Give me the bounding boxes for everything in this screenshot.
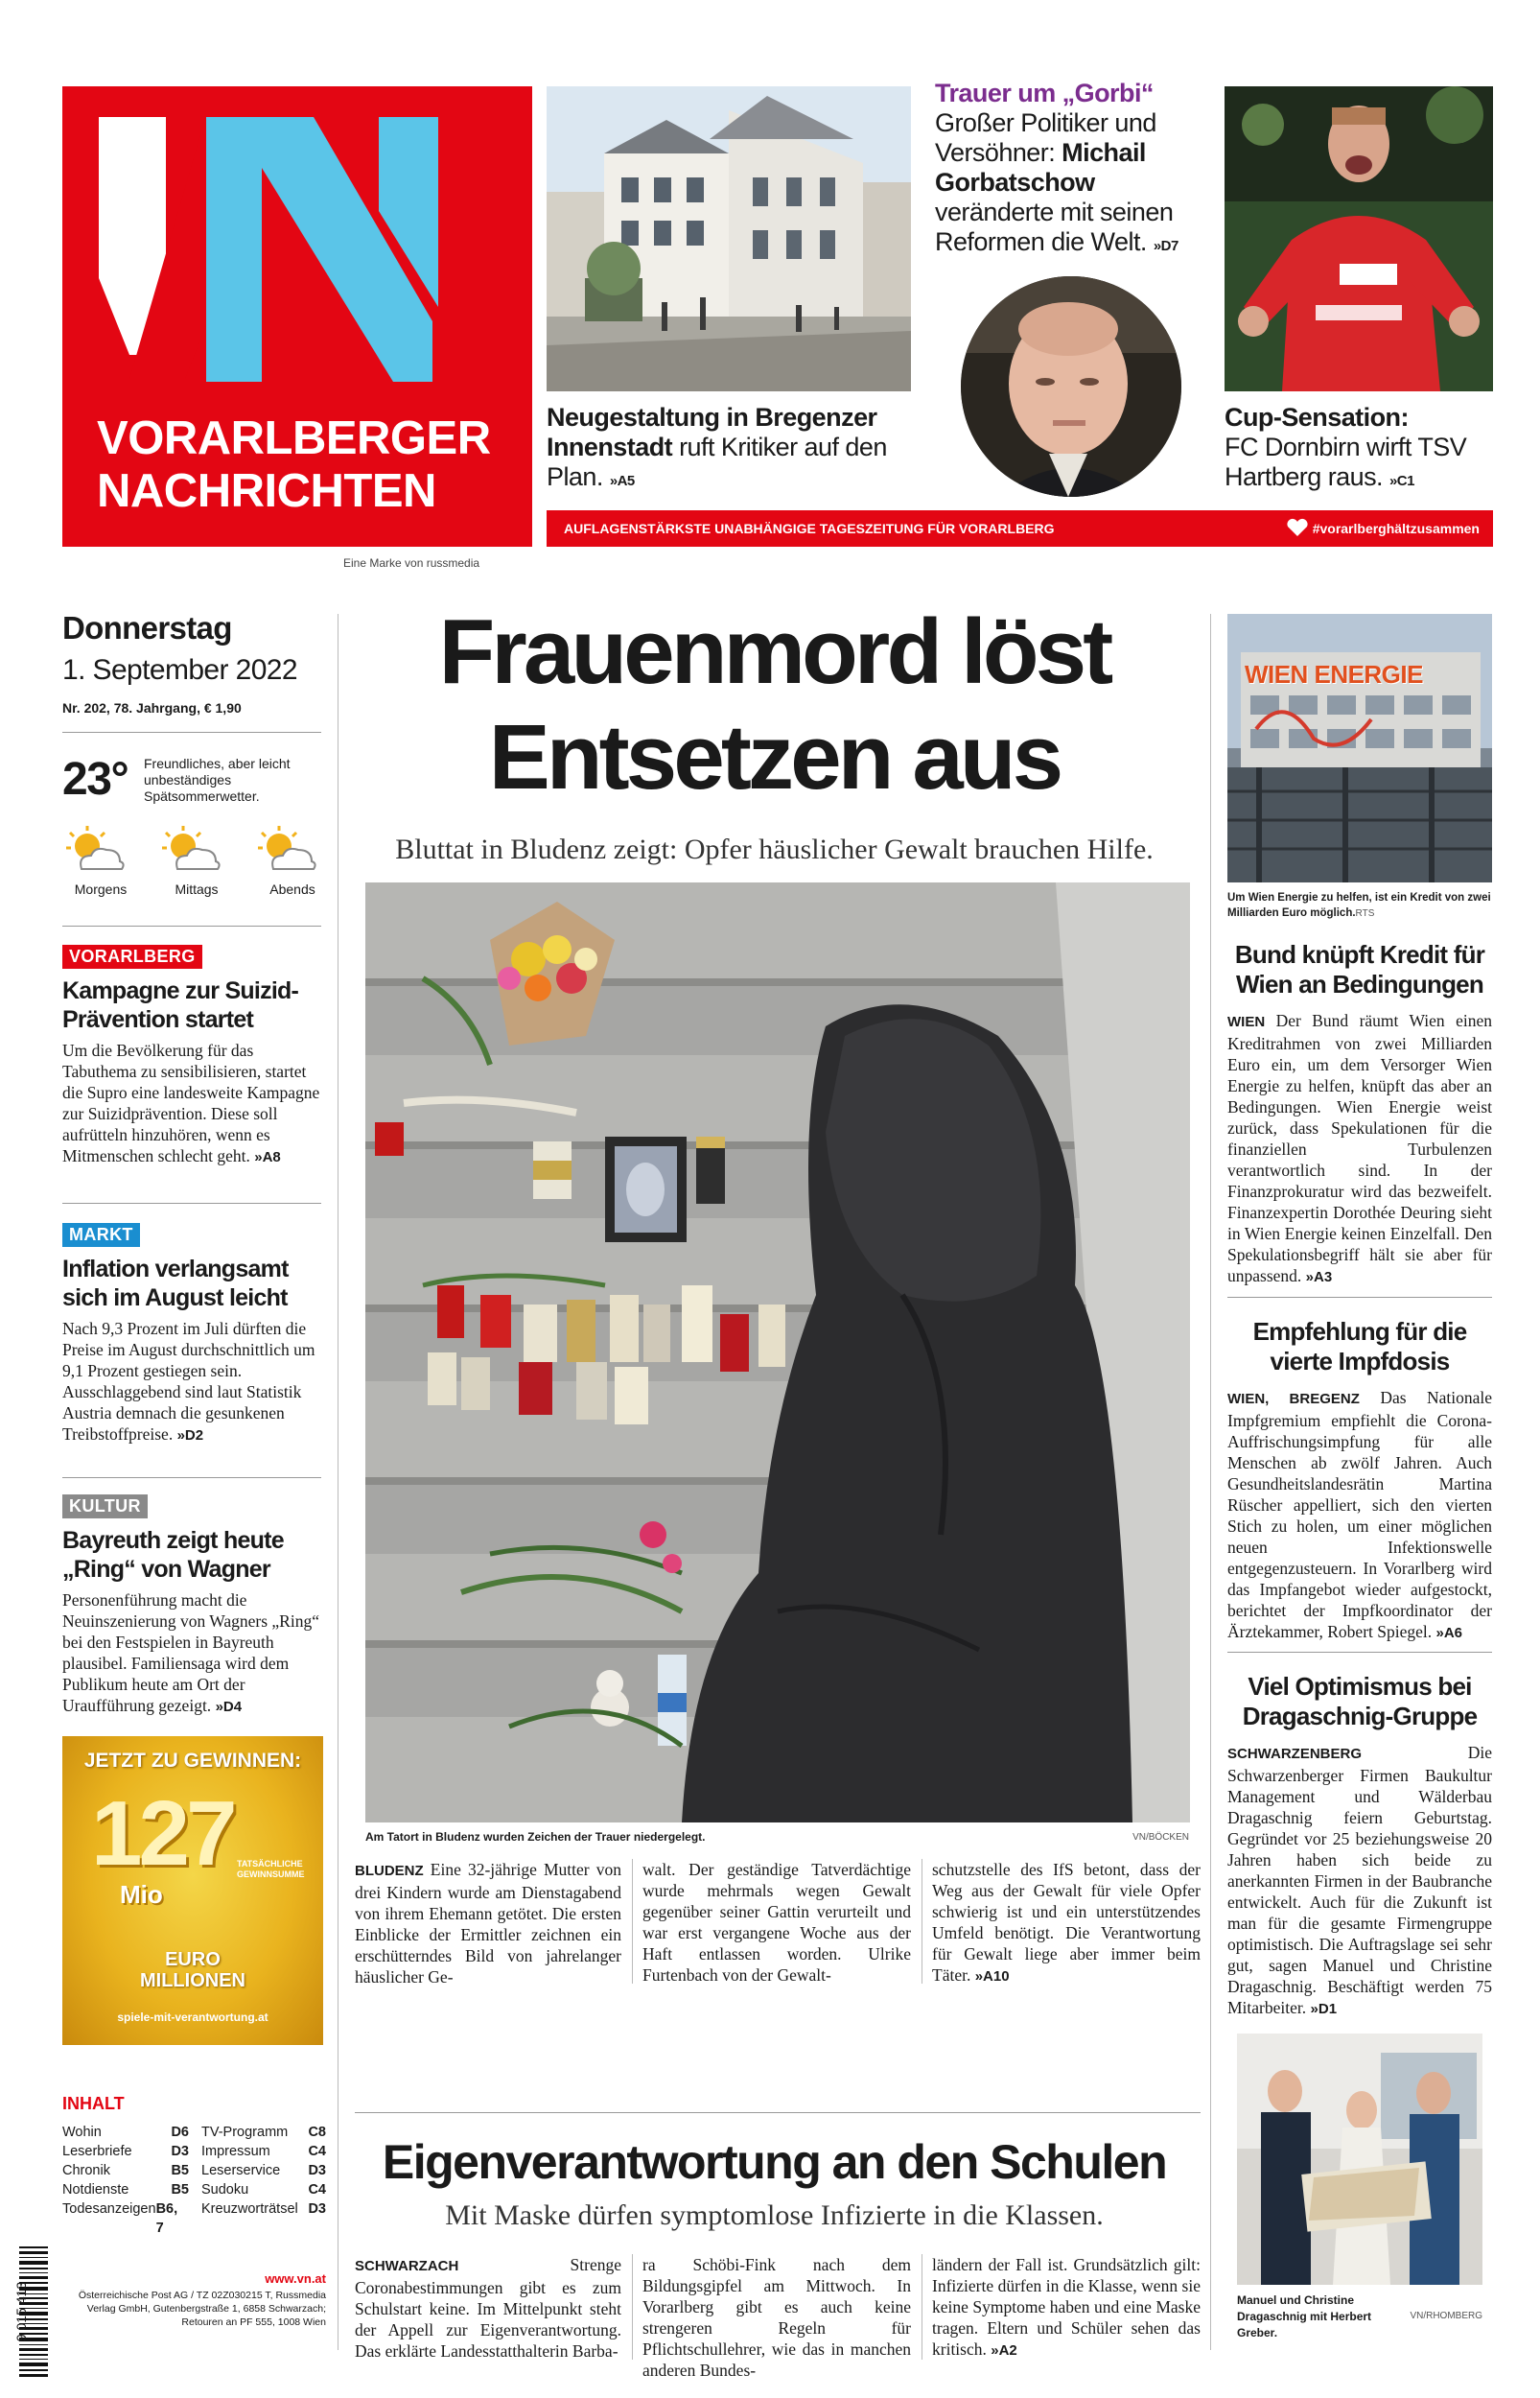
- rule-weather: [62, 926, 321, 927]
- inhalt-row[interactable]: [62, 2199, 189, 2238]
- lead-col3-text: schutzstelle des IfS betont, dass der Weg aus der Gewalt für viele Opfer schwierig ist und ein unterstützendes Umfeld benötigt. Die Verantwortung für Gewalt liege aber immer beim Täter.: [932, 1860, 1201, 1985]
- teaser-gorbi-kicker: Trauer um „Gorbi“: [935, 79, 1154, 107]
- inhalt-label: Impressum: [201, 2144, 270, 2159]
- inhalt-left: [62, 2123, 189, 2238]
- teaser-gorbi-bold: Michail Gorbatschow: [935, 138, 1146, 197]
- teaser-football[interactable]: [1225, 403, 1503, 496]
- lead-subhead: Bluttat in Bludenz zeigt: Opfer häuslicher Gewalt brauchen Hilfe.: [395, 834, 1154, 865]
- inhalt-label: TV-Programm: [201, 2125, 289, 2140]
- photo-dragaschnig: [1237, 2034, 1482, 2285]
- kicker-kultur: KULTUR: [62, 1494, 148, 1518]
- inhalt-row[interactable]: [62, 2161, 189, 2180]
- sun-cloud-icon: [62, 823, 129, 877]
- body-suizid: [62, 1040, 321, 1168]
- ad-note: TATSÄCHLICHE GEWINNSUMME: [237, 1859, 305, 1879]
- barcode-number: 9 015 413: [13, 2281, 29, 2342]
- ref-impfdosis: »A6: [1435, 1625, 1463, 1641]
- body-impfdosis-text: Das Nationale Impfgremium empfiehlt die Corona-Auffrischungsimpfung für alle Menschen ab zwölf Jahren. Auch Gesundheitslandesrätin Martina Rüscher appelliert, sich den vierten Stich zu holen, um einer möglichen neuen Infektionswelle entgegenzusteuern. In Vorarlberg wird das Impfangebot wieder aufgestockt, berichtet der Impfkoordinator der Ärztekammer, Robert Spiegel.: [1227, 1388, 1492, 1641]
- dragaschnig-caption: Manuel und Christine Dragaschnig mit Herbert Greber.: [1237, 2293, 1372, 2339]
- hashtag: [1286, 510, 1480, 547]
- vn-logo-icon: [62, 86, 532, 403]
- inhalt-row[interactable]: [201, 2142, 326, 2161]
- sun-cloud-icon: [158, 823, 225, 877]
- body-inflation-text: Nach 9,3 Prozent im Juli dürften die Preise im August durchschnittlich um 9,1 Prozent gestiegen sein. Ausschlaggebend sind laut Statistik Austria demnach die gesunkenen Treibstoffpreise.: [62, 1319, 315, 1444]
- inhalt-row[interactable]: [201, 2199, 326, 2219]
- inhalt-page: C4: [308, 2182, 326, 2198]
- lead-credit: VN/BÖCKEN: [1132, 1832, 1189, 1843]
- second-col2: ra Schöbi-Fink nach dem Bildungsgipfel am Mittwoch. In Vorarlberg gibt es auch keine strengeren Regeln für Pflichtschullehrer, wie das in manchen anderen Bundes-: [642, 2255, 911, 2380]
- teaser-bregenz-text: ruft Kritiker auf den Plan.: [547, 433, 887, 491]
- headline-suizid: Kampagne zur Suizid-Prävention startet: [62, 977, 299, 1033]
- wien-energie-caption: [1227, 890, 1492, 922]
- teaser-photo-football: [1225, 86, 1493, 391]
- inhalt-page: B5: [171, 2163, 189, 2178]
- masthead-name-line2: NACHRICHTEN: [97, 465, 436, 517]
- ad-brand2: MILLIONEN: [140, 1970, 245, 1991]
- location-wien: WIEN: [1227, 1014, 1266, 1030]
- inhalt-label: Wohin: [62, 2125, 102, 2140]
- ad-brand1: EURO: [165, 1949, 221, 1970]
- inhalt-row[interactable]: [201, 2161, 326, 2180]
- second-col3-text: ländern der Fall ist. Grundsätzlich gilt: Infizierte dürfen in die Klasse, wenn sie keine Symptome haben und eine Maske tragen. Eltern und Schüler sehen das kritisch.: [932, 2255, 1201, 2359]
- second-subhead: Mit Maske dürfen symptomlose Infizierte in die Klassen.: [445, 2199, 1104, 2231]
- teaser-gorbi-text1: Großer Politiker und Versöhner:: [935, 108, 1156, 167]
- inhalt-row[interactable]: [201, 2180, 326, 2199]
- teaser-gorbi[interactable]: [935, 79, 1194, 261]
- weather-label-noon: Mittags: [175, 882, 219, 897]
- inhalt-label: Kreuzworträtsel: [201, 2201, 298, 2217]
- lead-col1-text: Eine 32-jährige Mutter von drei Kindern wurde am Dienstagabend von ihrem Ehemann getötet. Die ersten Einblicke der Ermittler zeichnen ein erschütterndes Bild von jahrelanger häuslicher Ge-: [355, 1860, 621, 1987]
- inhalt-row[interactable]: [62, 2123, 189, 2142]
- teaser-football-ref: »C1: [1388, 473, 1414, 489]
- barcode: [4, 2245, 48, 2379]
- divider-lead-col-1: [632, 1859, 633, 1984]
- photo-wien-energie: [1227, 614, 1492, 882]
- lead-col1: [355, 1859, 621, 1987]
- lead-col2: walt. Der geständige Tatverdächtige wurde mehrmals wegen Gewalt gegenüber seiner Gattin verurteilt und war erst vergangene Woche aus der Haft entlassen worden. Ulrike Furtenbach von der Gewalt-: [642, 1860, 911, 1985]
- date-weekday: Donnerstag: [62, 610, 232, 646]
- wien-energie-credit: RTS: [1355, 908, 1375, 919]
- second-headline: Eigenverantwortung an den Schulen: [382, 2135, 1167, 2189]
- left-news-vorarlberg[interactable]: [62, 945, 321, 1168]
- teaser-bregenz-bold: Neugestaltung in Bregenzer Innenstadt: [547, 403, 877, 461]
- body-inflation: [62, 1318, 321, 1446]
- ref-inflation: »D2: [176, 1427, 204, 1444]
- imprint-text: Österreichische Post AG / TZ 02Z030215 T, Russmedia Verlag GmbH, Gutenbergstraße 1, 6858 Schwarzach; Retouren an PF 555, 1008 Wien: [78, 2290, 326, 2328]
- inhalt-label: Leserservice: [201, 2163, 281, 2178]
- inhalt-page: B5: [171, 2182, 189, 2198]
- brand-note: Eine Marke von russmedia: [343, 556, 480, 570]
- weather-temp: 23°: [62, 754, 128, 805]
- divider-second-col-1: [632, 2254, 633, 2360]
- inhalt-title: INHALT: [62, 2094, 125, 2113]
- second-col3: [932, 2254, 1201, 2362]
- body-bayreuth-text: Personenführung macht die Neuinszenierung von Wagners „Ring“ bei den Festspielen in Bayreuth plausibel. Familiensaga wird dem Publikum heute am Ort der Uraufführung gezeigt.: [62, 1590, 319, 1715]
- ad-amount: 127: [91, 1782, 234, 1885]
- ref-dragaschnig: »D1: [1310, 2001, 1338, 2017]
- rule-date: [62, 732, 321, 733]
- weather-label-evening: Abends: [269, 882, 315, 897]
- second-col1: [355, 2254, 621, 2362]
- ad-line1: JETZT ZU GEWINNEN:: [83, 1750, 302, 1772]
- inhalt-row[interactable]: [62, 2142, 189, 2161]
- teaser-photo-gorbatschow: [961, 276, 1181, 497]
- second-location: SCHWARZACH: [355, 2258, 459, 2274]
- sun-cloud-icon: [254, 823, 321, 877]
- weather-label-morning: Morgens: [74, 882, 128, 897]
- lead-photo-memorial: [365, 882, 1190, 1822]
- kicker-vorarlberg: VORARLBERG: [62, 945, 202, 969]
- inhalt-page: C4: [308, 2144, 326, 2159]
- hashtag-text: #vorarlberghältzusammen: [1312, 521, 1480, 536]
- headline-bayreuth: Bayreuth zeigt heute „Ring“ von Wagner: [62, 1527, 284, 1583]
- weather-forecast: [62, 823, 331, 909]
- lead-location: BLUDENZ: [355, 1863, 424, 1879]
- tagline-text: AUFLAGENSTÄRKSTE UNABHÄNGIGE TAGESZEITUNG FÜR VORARLBERG: [564, 521, 1055, 536]
- teaser-football-bold: Cup-Sensation:: [1225, 403, 1409, 432]
- masthead-logo: [62, 86, 532, 547]
- headline-bund-kredit: Bund knüpft Kredit für Wien an Bedingungen: [1234, 940, 1485, 999]
- second-col1-text: Strenge Coronabestimmungen gibt es zum Schulstart keine. Im Mittelpunkt steht der Appell zur Eigenverantwortung. Das erklärte Landesstatthalterin Barba-: [355, 2255, 621, 2361]
- rule-left-2: [62, 1477, 321, 1478]
- inhalt-row[interactable]: [201, 2123, 326, 2142]
- weather-text: Freundliches, aber leicht unbeständiges Spätsommerwetter.: [144, 756, 291, 804]
- rule-left-1: [62, 1203, 321, 1204]
- ref-suizid: »A8: [254, 1149, 281, 1165]
- ad-url: spiele-mit-verantwortung.at: [117, 2010, 268, 2024]
- inhalt-page: D3: [171, 2144, 189, 2159]
- body-bund-kredit-text: Der Bund räumt Wien einen Kreditrahmen von zwei Milliarden Euro ein, um dem Versorger Wien Energie zu helfen, knüpft das aber an Bedingungen. Wien Energie weist zurück, dass Spekulationen für die finanziellen Turbulenzen verantwortlich sind. In der Finanzprokuratur wird das bezweifelt. Finanzexpertin Dorothée Deuring sieht in Wien Energie keinen Einzelfall. Den Spekulationsbegriff hält sie aber für unpassend.: [1227, 1011, 1492, 1285]
- date-full: 1. September 2022: [62, 654, 297, 686]
- lead-headline-2: Entsetzen aus: [488, 706, 1061, 809]
- headline-inflation: Inflation verlangsamt sich im August leicht: [62, 1256, 289, 1311]
- body-dragaschnig: [1227, 1742, 1492, 2020]
- wien-energie-caption-text: Um Wien Energie zu helfen, ist ein Kredit von zwei Milliarden Euro möglich.: [1227, 892, 1491, 919]
- masthead-name-line1: VORARLBERGER: [97, 412, 491, 464]
- wien-energie-sign: WIEN ENERGIE: [1245, 660, 1423, 689]
- weather-noon: [158, 823, 235, 909]
- divider-right: [1210, 614, 1211, 2350]
- inhalt-label: Leserbriefe: [62, 2144, 132, 2159]
- inhalt-label: Chronik: [62, 2163, 110, 2178]
- teaser-gorbi-text2: veränderte mit seinen Reformen die Welt.: [935, 198, 1174, 256]
- kicker-markt: MARKT: [62, 1223, 140, 1247]
- rule-second-story: [355, 2112, 1201, 2113]
- dragaschnig-credit: VN/RHOMBERG: [1410, 2311, 1482, 2321]
- inhalt-label: Todesanzeigen: [62, 2201, 156, 2217]
- second-ref: »A2: [991, 2342, 1017, 2359]
- body-dragaschnig-text: Die Schwarzenberger Firmen Baukultur Management und Wälderbau Dragaschnig feiern Geburtstag. Gegründet vor 25 beziehungsweise 20 Jahren haben sich beide zu anerkannten Firmen in der Baubranche entwickelt. Auch für die Zukunft ist man für die gesamte Firmengruppe optimistisch. Die Auftragslage sei sehr gut, sagen Manuel und Christine Dragaschnig. Beschäftigt werden 75 Mitarbeiter.: [1227, 1743, 1492, 2017]
- imprint-url[interactable]: www.vn.at: [265, 2271, 326, 2286]
- inhalt-row[interactable]: [62, 2180, 189, 2199]
- ref-bund-kredit: »A3: [1305, 1269, 1333, 1285]
- tagline-bar: [547, 510, 1493, 547]
- lead-ref: »A10: [974, 1968, 1010, 1985]
- teaser-bregenz-ref: »A5: [609, 473, 635, 489]
- inhalt-page: D3: [308, 2201, 326, 2217]
- body-impfdosis: [1227, 1387, 1492, 1644]
- lead-caption: Am Tatort in Bludenz wurden Zeichen der Trauer niedergelegt.: [365, 1830, 706, 1844]
- left-news-kultur[interactable]: [62, 1494, 321, 1718]
- teaser-gorbi-ref: »D7: [1153, 238, 1178, 254]
- rule-right-2: [1227, 1652, 1492, 1653]
- teaser-football-text: FC Dornbirn wirft TSV Hartberg raus.: [1225, 433, 1467, 491]
- inhalt-page: C8: [308, 2125, 326, 2140]
- lottery-ad[interactable]: [62, 1736, 323, 2045]
- rule-right-1: [1227, 1297, 1492, 1298]
- teaser-photo-bregenz: [547, 86, 911, 391]
- inhalt-label: Sudoku: [201, 2182, 249, 2198]
- body-bayreuth: [62, 1589, 321, 1718]
- teaser-bregenz[interactable]: [547, 403, 911, 496]
- body-suizid-text: Um die Bevölkerung für das Tabuthema zu sensibilisieren, startet die Supro eine landesweite Kampagne zur Suizidprävention. Diese soll aufrütteln hinzuhören, wenn es Mitmenschen schlecht geht.: [62, 1041, 320, 1165]
- headline-dragaschnig: Viel Optimismus bei Dragaschnig-Gruppe: [1242, 1672, 1478, 1730]
- left-news-markt[interactable]: [62, 1223, 321, 1446]
- headline-impfdosis: Empfehlung für die vierte Impfdosis: [1252, 1317, 1467, 1375]
- inhalt-page: D3: [308, 2163, 326, 2178]
- body-bund-kredit: [1227, 1010, 1492, 1288]
- heart-icon: [1286, 518, 1309, 537]
- inhalt-page: B6, 7: [155, 2201, 178, 2236]
- ref-bayreuth: »D4: [215, 1699, 243, 1715]
- inhalt-right: [201, 2123, 326, 2219]
- inhalt-label: Notdienste: [62, 2182, 129, 2198]
- weather-morning: [62, 823, 139, 909]
- lead-col3: [932, 1859, 1201, 1987]
- weather-evening: [254, 823, 331, 909]
- location-schwarzenberg: SCHWARZENBERG: [1227, 1746, 1363, 1762]
- lead-headline-1: Frauenmord löst: [438, 600, 1110, 703]
- inhalt-page: D6: [171, 2125, 189, 2140]
- ad-unit: Mio: [120, 1880, 163, 1909]
- issue-info: Nr. 202, 78. Jahrgang, € 1,90: [62, 700, 242, 716]
- location-wien-bregenz: WIEN, BREGENZ: [1227, 1391, 1360, 1407]
